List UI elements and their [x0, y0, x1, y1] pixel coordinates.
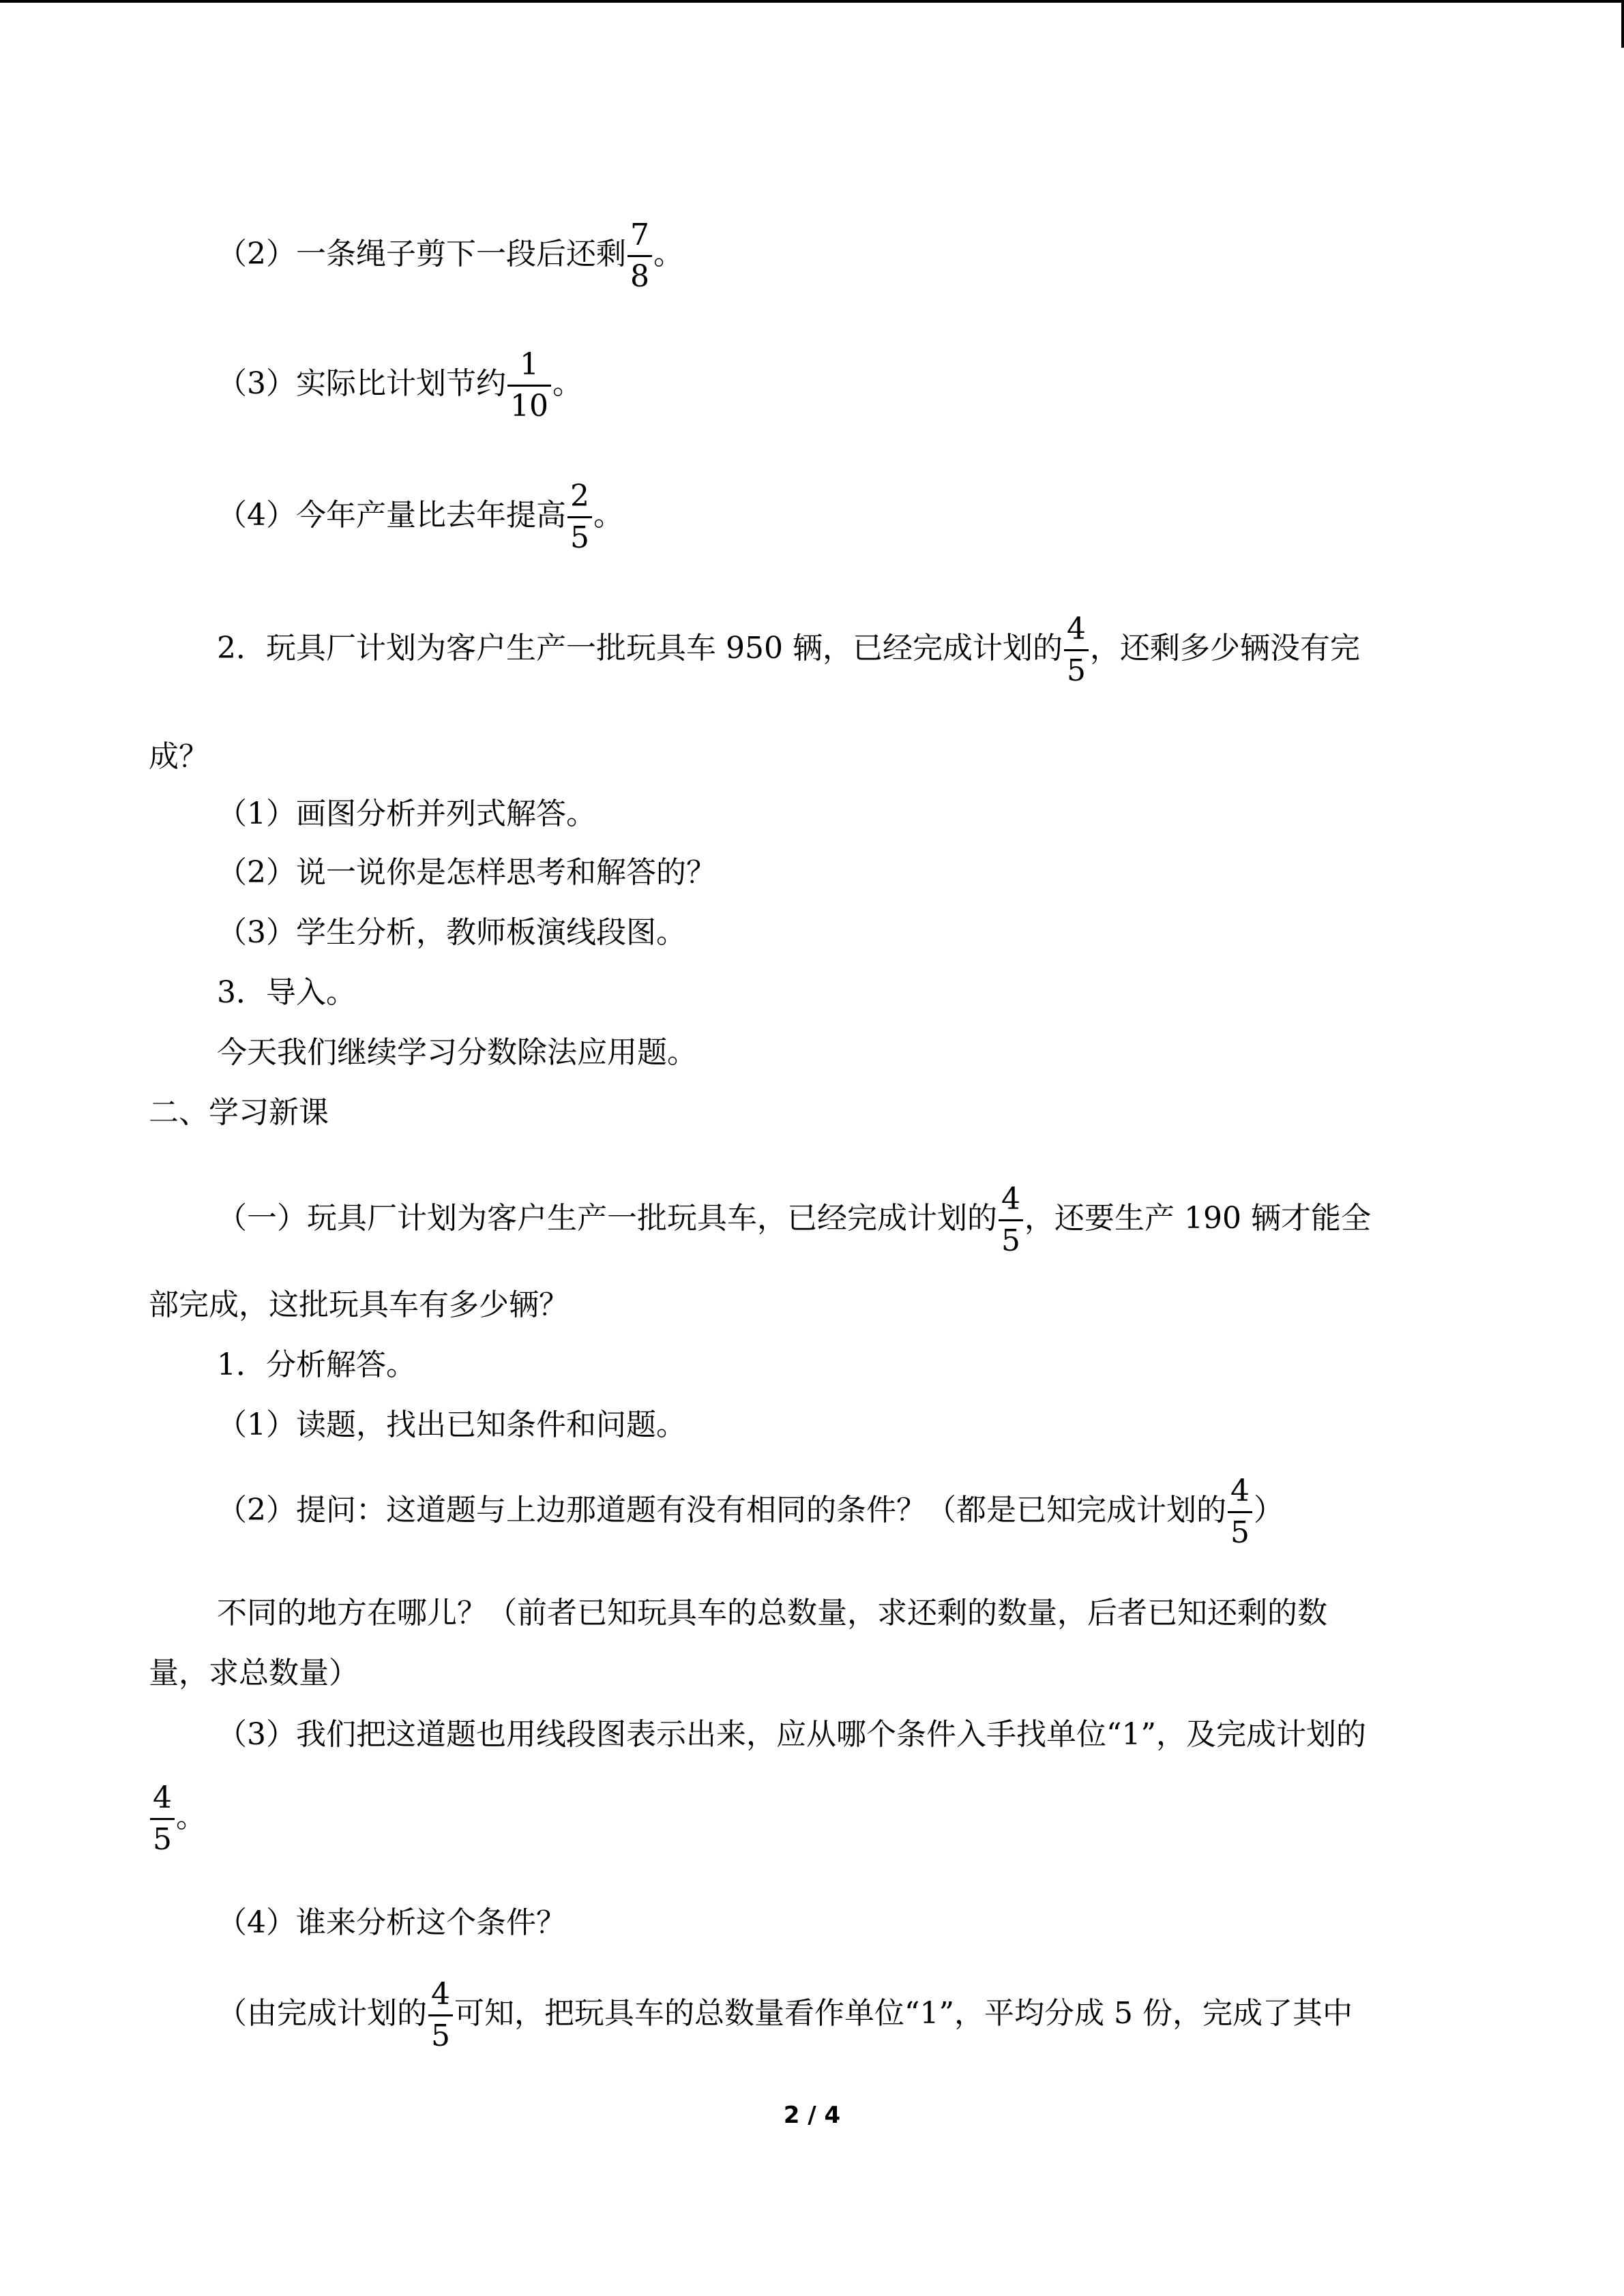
exercise-1-item-3	[217, 348, 582, 423]
numerator: 4	[999, 1182, 1023, 1221]
section-heading: 二、学习新课	[149, 1095, 329, 1130]
fraction	[150, 1781, 175, 1857]
text: ）	[1254, 1493, 1284, 1527]
numerator: 7	[628, 218, 652, 257]
denominator: 5	[1001, 1223, 1020, 1258]
numerator: 4	[1228, 1474, 1252, 1513]
text: 。	[593, 498, 623, 533]
numerator: 4	[1064, 612, 1089, 651]
text: （一）玩具厂计划为客户生产一批玩具车，已经完成计划的	[217, 1201, 997, 1236]
text: 。	[176, 1800, 206, 1834]
exercise-2-continued: 成？	[149, 739, 209, 774]
step-1-sub-2-b: 不同的地方在哪儿？（前者已知玩具车的总数量，求还剩的数量，后者已知还剩的数	[217, 1596, 1327, 1630]
fraction	[1064, 612, 1089, 688]
intro-text: 今天我们继续学习分数除法应用题。	[217, 1035, 697, 1070]
text: （由完成计划的	[217, 1996, 427, 2031]
denominator: 5	[153, 1822, 172, 1857]
exercise-2-sub-2: （2）说一说你是怎样思考和解答的？	[217, 855, 716, 890]
step-1-sub-1: （1）读题，找出已知条件和问题。	[217, 1407, 686, 1442]
denominator: 5	[570, 520, 589, 555]
text: （2）提问：这道题与上边那道题有没有相同的条件？（都是已知完成计划的	[217, 1493, 1226, 1527]
example-1	[217, 1182, 1371, 1258]
fraction	[628, 218, 652, 294]
step-1-sub-4: （4）谁来分析这个条件？	[217, 1905, 566, 1940]
exercise-2-sub-3: （3）学生分析，教师板演线段图。	[217, 915, 686, 950]
step-1-sub-3-continued	[149, 1781, 206, 1857]
exercise-1-item-2	[217, 218, 683, 294]
fraction	[567, 479, 592, 555]
page-number: 2 / 4	[783, 2102, 841, 2129]
denominator: 5	[1230, 1515, 1250, 1550]
exercise-2-sub-1: （1）画图分析并列式解答。	[217, 796, 596, 831]
step-1: 1．分析解答。	[217, 1347, 416, 1382]
fraction	[999, 1182, 1023, 1258]
text: 。	[552, 366, 582, 401]
denominator: 8	[630, 259, 649, 294]
step-1-sub-2-c: 量，求总数量）	[149, 1656, 359, 1690]
example-1-continued: 部完成，这批玩具车有多少辆？	[149, 1287, 569, 1322]
numerator: 4	[150, 1781, 175, 1820]
step-1-sub-2	[217, 1474, 1284, 1550]
exercise-2	[217, 612, 1360, 688]
text: 2．玩具厂计划为客户生产一批玩具车 950 辆，已经完成计划的	[217, 631, 1063, 666]
page-top-border	[0, 0, 1624, 3]
exercise-3: 3．导入。	[217, 975, 356, 1010]
text: （2）一条绳子剪下一段后还剩	[217, 237, 626, 271]
text: ，还剩多少辆没有完	[1089, 631, 1360, 666]
denominator: 10	[510, 389, 548, 423]
text: （4）今年产量比去年提高	[217, 498, 566, 533]
numerator: 2	[567, 479, 592, 518]
step-1-sub-5	[217, 1978, 1353, 2053]
fraction	[507, 348, 551, 423]
text: 。	[653, 237, 683, 271]
exercise-1-item-4	[217, 479, 623, 555]
step-1-sub-3: （3）我们把这道题也用线段图表示出来，应从哪个条件入手找单位“1”，及完成计划的	[217, 1717, 1366, 1752]
text: 可知，把玩具车的总数量看作单位“1”，平均分成 5 份，完成了其中	[454, 1996, 1353, 2031]
fraction	[1228, 1474, 1252, 1550]
denominator: 5	[431, 2018, 450, 2053]
numerator: 1	[507, 348, 551, 387]
text: ，还要生产 190 辆才能全	[1024, 1201, 1371, 1236]
numerator: 4	[428, 1978, 453, 2016]
page-right-border	[1621, 0, 1624, 48]
fraction	[428, 1978, 453, 2053]
text: （3）实际比计划节约	[217, 366, 506, 401]
denominator: 5	[1066, 653, 1086, 688]
